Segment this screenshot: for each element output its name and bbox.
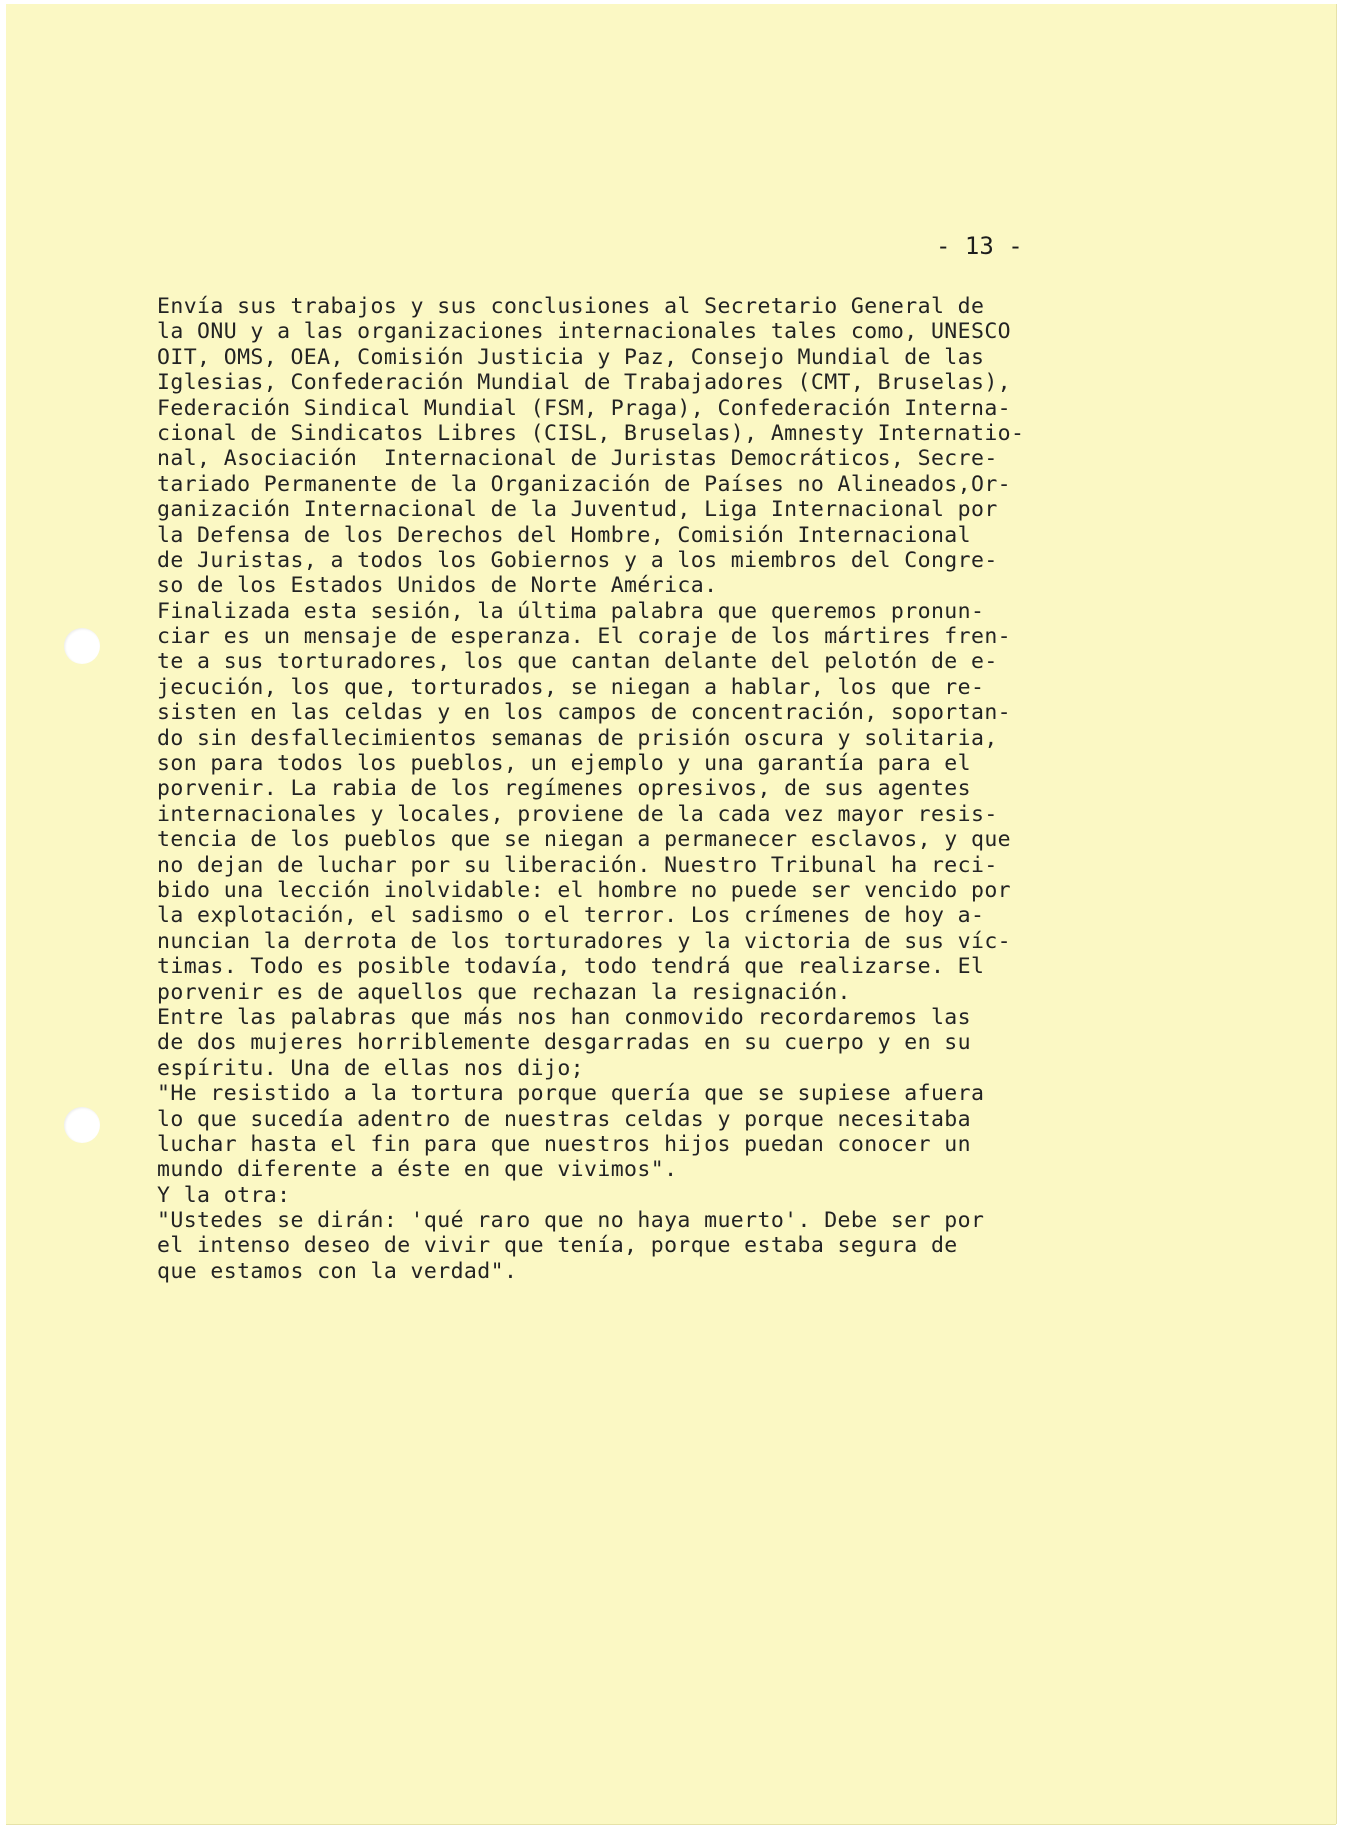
text-line: tariado Permanente de la Organización de Países no Alineados,Or- bbox=[157, 471, 1012, 497]
text-line: internacionales y locales, proviene de la cada vez mayor resis- bbox=[157, 801, 998, 827]
text-line: la ONU y a las organizaciones internacionales tales como, UNESCO bbox=[157, 319, 1012, 345]
punch-hole bbox=[64, 628, 100, 664]
text-line: la explotación, el sadismo o el terror. Los crímenes de hoy a- bbox=[157, 903, 985, 929]
text-line: tencia de los pueblos que se niegan a permanecer esclavos, y que bbox=[157, 827, 1012, 853]
text-line: "Ustedes se dirán: 'qué raro que no haya muerto'. Debe ser por bbox=[157, 1208, 985, 1234]
text-line: ciar es un mensaje de esperanza. El coraje de los mártires fren- bbox=[157, 624, 1012, 650]
text-line: Envía sus trabajos y sus conclusiones al Secretario General de bbox=[157, 294, 985, 319]
text-line: timas. Todo es posible todavía, todo tendrá que realizarse. El bbox=[157, 954, 985, 980]
text-line: porvenir. La rabia de los regímenes opresivos, de sus agentes bbox=[157, 776, 971, 802]
text-line: jecución, los que, torturados, se niegan a hablar, los que re- bbox=[157, 674, 985, 700]
text-line: OIT, OMS, OEA, Comisión Justicia y Paz, Consejo Mundial de las bbox=[157, 344, 985, 370]
punch-hole bbox=[64, 1107, 100, 1143]
text-line: te a sus torturadores, los que cantan delante del pelotón de e- bbox=[157, 649, 998, 675]
text-line: nuncian la derrota de los torturadores y la victoria de sus víc- bbox=[157, 928, 1012, 954]
text-line: bido una lección inolvidable: el hombre no puede ser vencido por bbox=[157, 877, 1012, 903]
text-line: el intenso deseo de vivir que tenía, porque estaba segura de bbox=[157, 1233, 958, 1259]
text-line: lo que sucedía adentro de nuestras celdas y porque necesitaba bbox=[157, 1106, 971, 1132]
text-line: Finalizada esta sesión, la última palabra que queremos pronun- bbox=[157, 598, 985, 624]
body-text bbox=[157, 294, 1177, 1284]
text-line: ganización Internacional de la Juventud, Liga Internacional por bbox=[157, 497, 998, 523]
text-line: "He resistido a la tortura porque quería que se supiese afuera bbox=[157, 1081, 985, 1107]
text-line: sisten en las celdas y en los campos de concentración, soportan- bbox=[157, 700, 1012, 726]
text-line: Entre las palabras que más nos han conmovido recordaremos las bbox=[157, 1004, 971, 1030]
page-number: - 13 - bbox=[936, 232, 1023, 260]
text-line: de Juristas, a todos los Gobiernos y a los miembros del Congre- bbox=[157, 547, 998, 573]
text-line: nal, Asociación Internacional de Juristas Democráticos, Secre- bbox=[157, 446, 998, 472]
text-line: Y la otra: bbox=[157, 1182, 291, 1208]
text-line: so de los Estados Unidos de Norte América. bbox=[157, 573, 718, 599]
text-line: luchar hasta el fin para que nuestros hijos puedan conocer un bbox=[157, 1131, 971, 1157]
document-page bbox=[6, 4, 1336, 1824]
text-line: porvenir es de aquellos que rechazan la resignación. bbox=[157, 979, 851, 1005]
text-line: que estamos con la verdad". bbox=[157, 1258, 518, 1284]
text-line: no dejan de luchar por su liberación. Nuestro Tribunal ha reci- bbox=[157, 852, 998, 878]
text-line: Iglesias, Confederación Mundial de Trabajadores (CMT, Bruselas), bbox=[157, 370, 1012, 396]
text-line: cional de Sindicatos Libres (CISL, Bruselas), Amnesty Internatio- bbox=[157, 420, 1025, 446]
text-line: mundo diferente a éste en que vivimos". bbox=[157, 1157, 678, 1183]
text-line: Federación Sindical Mundial (FSM, Praga), Confederación Interna- bbox=[157, 395, 1012, 421]
text-line: espíritu. Una de ellas nos dijo; bbox=[157, 1055, 585, 1081]
text-line: la Defensa de los Derechos del Hombre, Comisión Internacional bbox=[157, 522, 971, 548]
text-line: de dos mujeres horriblemente desgarradas en su cuerpo y en su bbox=[157, 1030, 971, 1056]
text-line: son para todos los pueblos, un ejemplo y una garantía para el bbox=[157, 751, 971, 777]
text-line: do sin desfallecimientos semanas de prisión oscura y solitaria, bbox=[157, 725, 998, 751]
